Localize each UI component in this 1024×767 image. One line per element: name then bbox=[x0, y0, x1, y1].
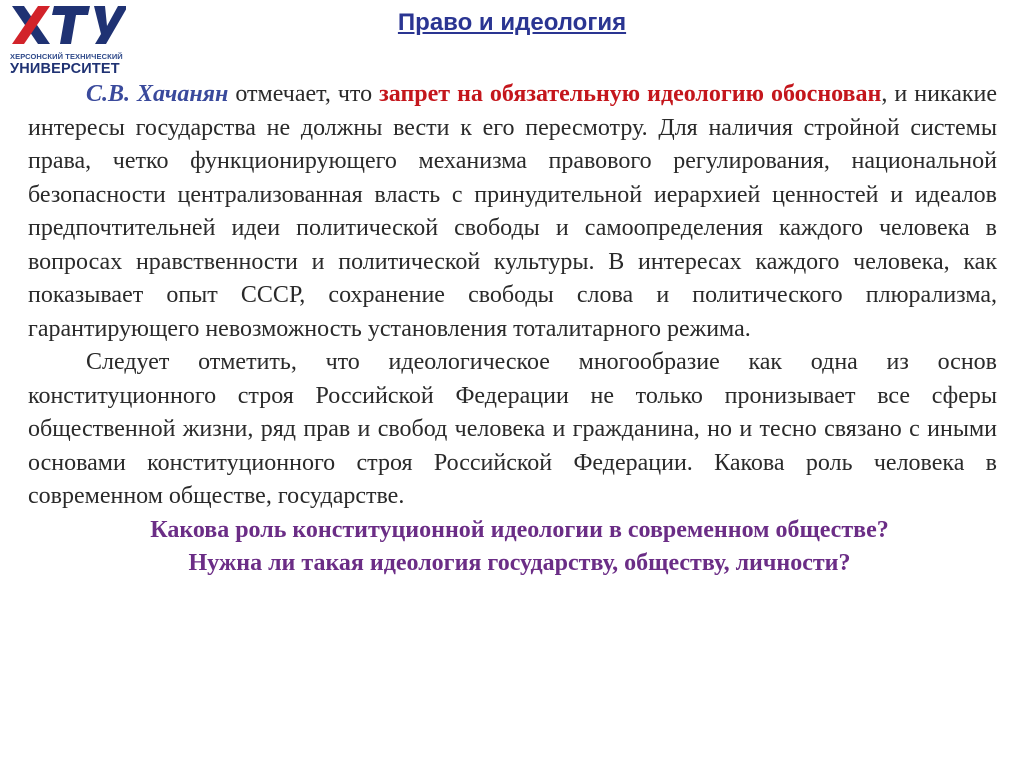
paragraph-1 bbox=[28, 78, 997, 346]
author-name: С.В. Хачанян bbox=[86, 81, 229, 107]
paragraph-1-text-b: , и никакие интересы государства не должны вести к его пересмотру. Для наличия стройной системы права, четко функционирующего механизма правового регулирования, национальной безопасности централизованная власть с принудительной иерархией ценностей и идеалов предпочтительней идеи политической свободы и самоопределения каждого человека в вопросах нравственности и политической культуры. В интересах каждого человека, как показывает опыт СССР, сохранение свободы слова и политического плюрализма, гарантирующего невозможность установления тоталитарного режима. bbox=[28, 81, 998, 342]
slide-body bbox=[28, 78, 997, 581]
logo-text-line1: ХЕРСОНСКИЙ ТЕХНИЧЕСКИЙ bbox=[10, 52, 123, 61]
highlighted-statement: запрет на обязательную идеологию обоснован bbox=[379, 81, 882, 107]
question-2: Нужна ли такая идеология государству, обществу, личности? bbox=[188, 550, 851, 576]
question-1: Какова роль конституционной идеологии в современном обществе? bbox=[150, 516, 889, 543]
logo-text-line2: УНИВЕРСИТЕТ bbox=[10, 61, 120, 77]
page-title: Право и идеология bbox=[397, 9, 627, 36]
paragraph-2: Следует отметить, что идеологическое многообразие как одна из основ конституционного строя Российской Федерации не только пронизывает все сферы общественной жизни, ряд прав и свобод человека и гражданина, но и тесно связано с иными основами конституционного строя Российской Федерации. Какова роль человека в современном обществе, государстве. bbox=[28, 349, 997, 509]
paragraph-1-text-a: отмечает, что bbox=[228, 81, 380, 107]
